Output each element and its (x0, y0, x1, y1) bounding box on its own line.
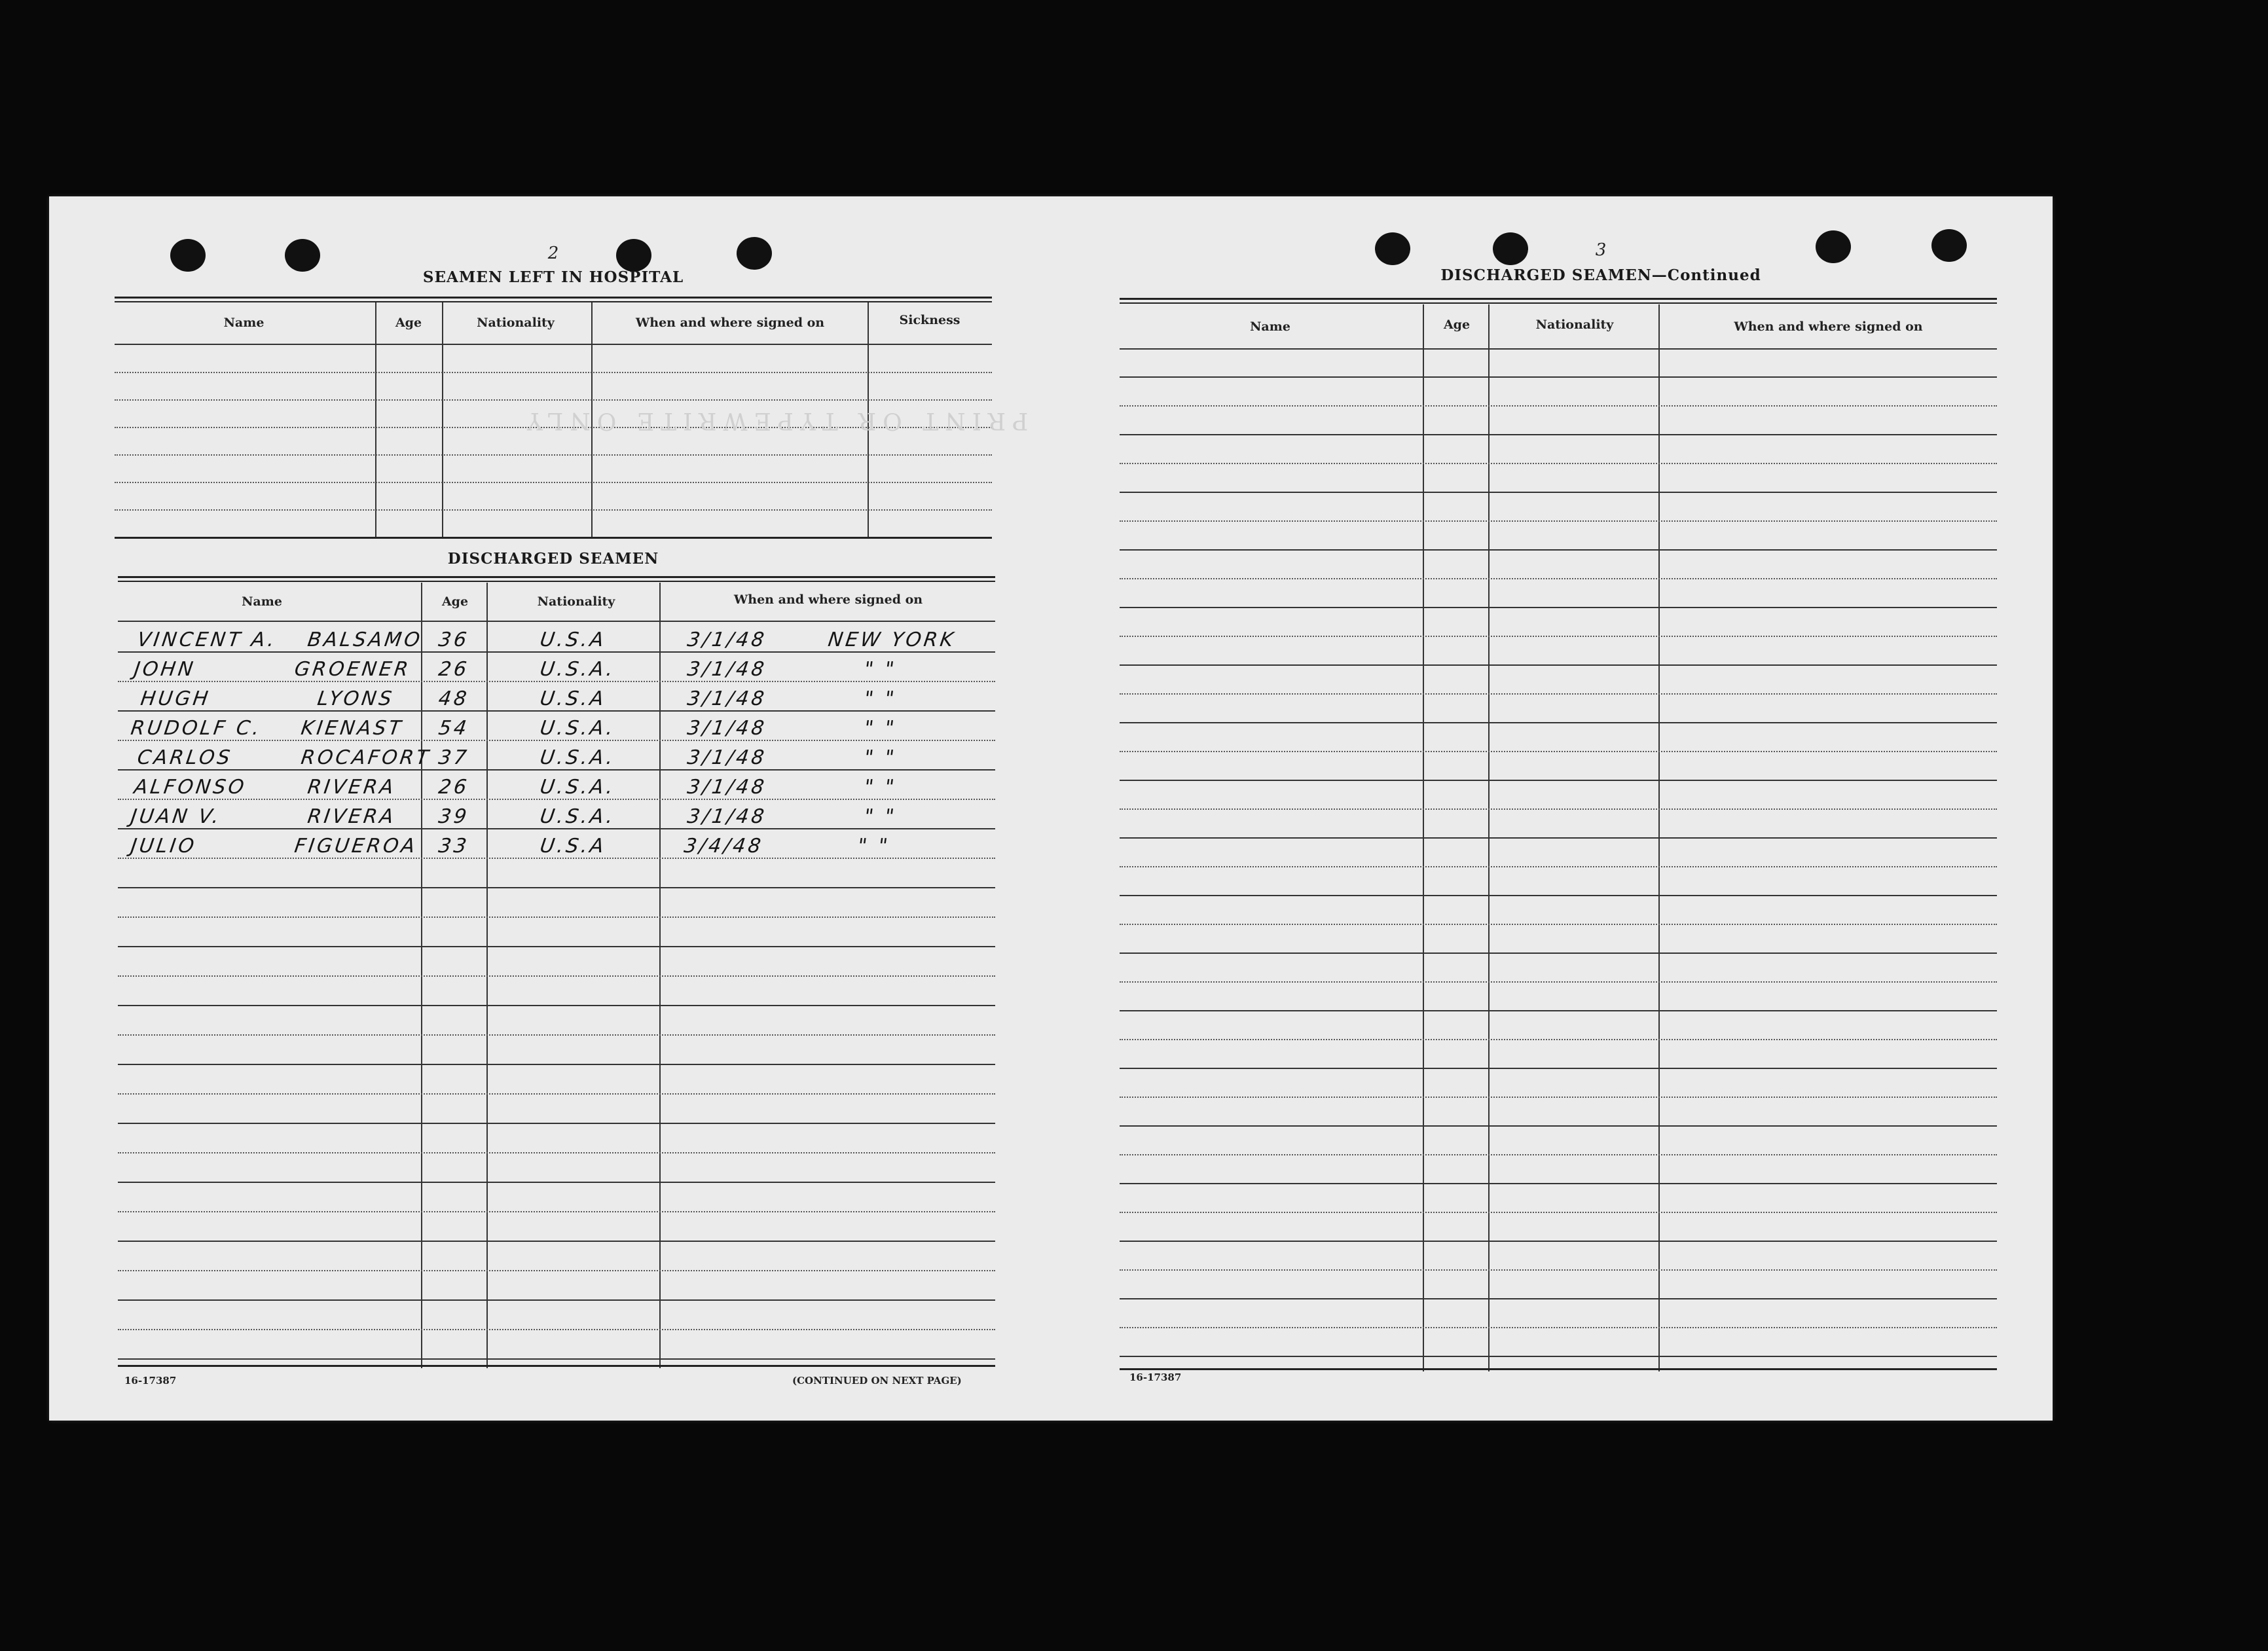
row-age: 37 (437, 746, 471, 769)
row-last-name: RIVERA (306, 776, 398, 799)
ruled-line (118, 1270, 995, 1271)
punch-hole (616, 239, 651, 272)
row-first-name: JULIO (129, 835, 198, 858)
row-nationality: U.S.A. (538, 658, 617, 681)
ruled-line (118, 1005, 995, 1006)
ruled-line (118, 887, 995, 888)
ruled-line (115, 454, 992, 456)
ruled-line (1120, 1241, 1997, 1242)
ruled-line (1120, 492, 1997, 493)
row-place: " " (862, 805, 898, 828)
row-age: 39 (437, 805, 471, 828)
row-age: 36 (437, 628, 471, 651)
punch-hole (1816, 230, 1851, 263)
row-last-name: KIENAST (299, 717, 405, 740)
ruled-line (1120, 780, 1997, 781)
table-top-rule (115, 297, 992, 299)
column-header-name: Name (1250, 319, 1290, 334)
ruled-line (115, 509, 992, 511)
punch-hole (1493, 232, 1528, 265)
row-first-name: JUAN V. (129, 805, 223, 828)
row-first-name: VINCENT A. (136, 628, 279, 651)
row-place: " " (862, 776, 898, 799)
row-place: " " (862, 717, 898, 740)
row-first-name: ALFONSO (132, 776, 248, 799)
row-last-name: RIVERA (306, 805, 398, 828)
row-age: 54 (437, 717, 471, 740)
ruled-line (118, 1358, 995, 1360)
ruled-line (1120, 463, 1997, 464)
ruled-line (118, 1123, 995, 1124)
column-header-age: Age (441, 594, 469, 609)
row-date: 3/1/48 (686, 628, 769, 651)
ruled-line (1120, 405, 1997, 407)
column-header-signed-on: When and where signed on (1734, 319, 1923, 334)
page-number: 2 (547, 244, 559, 263)
table-top-rule (1120, 302, 1997, 304)
ruled-line (118, 799, 995, 800)
ruled-line (1120, 376, 1997, 378)
ruled-line (118, 1211, 995, 1212)
discharged-section-title: DISCHARGED SEAMEN (447, 550, 659, 568)
row-last-name: BALSAMO (306, 628, 424, 651)
ruled-line (118, 681, 995, 682)
ruled-line (1120, 1068, 1997, 1069)
ruled-line (118, 1241, 995, 1242)
punch-hole (1375, 232, 1410, 265)
ruled-line (1120, 1327, 1997, 1328)
table-top-rule (1120, 298, 1997, 300)
ledger-sheet (49, 196, 2053, 1421)
ruled-line (1120, 952, 1997, 954)
ruled-line (1120, 549, 1997, 551)
row-date: 3/1/48 (686, 776, 769, 799)
row-date: 3/1/48 (686, 717, 769, 740)
column-header-signed-on: When and where signed on (733, 592, 923, 607)
ruled-line (1120, 1212, 1997, 1213)
row-nationality: U.S.A. (538, 746, 617, 769)
row-age: 26 (437, 776, 471, 799)
row-age: 26 (437, 658, 471, 681)
header-underline (115, 344, 992, 345)
ruled-line (1120, 1125, 1997, 1127)
column-header-name: Name (223, 316, 265, 330)
row-nationality: U.S.A. (538, 776, 617, 799)
row-place: NEW YORK (826, 628, 957, 651)
row-date: 3/1/48 (686, 687, 769, 710)
row-nationality: U.S.A (538, 835, 608, 858)
ruled-line (1120, 578, 1997, 579)
ruled-line (1120, 607, 1997, 608)
ruled-line (1120, 1039, 1997, 1040)
ruled-line (1120, 981, 1997, 983)
ruled-line (118, 1182, 995, 1183)
table-bottom-rule (1120, 1368, 1997, 1370)
ruled-line (1120, 1269, 1997, 1271)
continued-section-title: DISCHARGED SEAMEN—Continued (1440, 266, 1761, 284)
ruled-line (1120, 664, 1997, 666)
row-nationality: U.S.A. (538, 717, 617, 740)
form-number: 16-17387 (1129, 1371, 1182, 1383)
ruled-line (1120, 1356, 1997, 1357)
row-place: " " (862, 658, 898, 681)
table-bottom-rule (118, 1365, 995, 1367)
ruled-line (118, 651, 995, 653)
form-number: 16-17387 (124, 1375, 177, 1387)
ruled-line (1120, 1298, 1997, 1299)
column-divider (442, 302, 443, 538)
column-header-nationality: Nationality (537, 594, 615, 609)
ruled-line (118, 916, 995, 918)
continued-note: (CONTINUED ON NEXT PAGE) (792, 1375, 962, 1387)
hospital-section-title: SEAMEN LEFT IN HOSPITAL (422, 268, 684, 286)
column-header-age: Age (395, 316, 422, 330)
ruled-line (1120, 1183, 1997, 1184)
ruled-line (118, 1064, 995, 1065)
right-page (1051, 196, 2053, 1421)
ruled-line (1120, 693, 1997, 695)
column-header-name: Name (242, 594, 282, 609)
table-bottom-rule (115, 537, 992, 539)
ruled-line (118, 946, 995, 947)
ruled-line (1120, 722, 1997, 723)
watermark-text: PRINT OR TYPEWRITE ONLY (521, 407, 1029, 434)
ruled-line (115, 372, 992, 373)
row-last-name: ROCAFORT (299, 746, 433, 769)
row-date: 3/1/48 (686, 658, 769, 681)
row-nationality: U.S.A. (538, 805, 617, 828)
ruled-line (1120, 866, 1997, 867)
page-number: 3 (1595, 240, 1607, 260)
ruled-line (1120, 808, 1997, 810)
punch-hole (1931, 229, 1967, 262)
row-date: 3/4/48 (682, 835, 765, 858)
ruled-line (1120, 520, 1997, 522)
row-last-name: GROENER (293, 658, 412, 681)
row-first-name: JOHN (132, 658, 197, 681)
ruled-line (115, 482, 992, 483)
ruled-line (1120, 924, 1997, 925)
row-date: 3/1/48 (686, 805, 769, 828)
row-first-name: CARLOS (136, 746, 234, 769)
row-first-name: RUDOLF C. (129, 717, 263, 740)
column-divider (375, 302, 376, 538)
row-date: 3/1/48 (686, 746, 769, 769)
ruled-line (118, 710, 995, 712)
ruled-line (1120, 1097, 1997, 1098)
ruled-line (1120, 636, 1997, 637)
row-last-name: FIGUEROA (293, 835, 419, 858)
row-place: " " (862, 746, 898, 769)
ruled-line (118, 858, 995, 859)
punch-hole (737, 237, 772, 270)
punch-hole (285, 239, 320, 272)
ruled-line (118, 1329, 995, 1330)
row-first-name: HUGH (139, 687, 212, 710)
ruled-line (118, 1093, 995, 1095)
column-header-age: Age (1443, 318, 1471, 332)
column-header-nationality: Nationality (1535, 318, 1614, 332)
ruled-line (118, 1299, 995, 1301)
ruled-line (118, 975, 995, 977)
table-top-rule (118, 576, 995, 578)
header-underline (118, 621, 995, 622)
row-nationality: U.S.A (538, 628, 608, 651)
ruled-line (115, 399, 992, 401)
column-header-nationality: Nationality (477, 316, 555, 330)
ruled-line (118, 1152, 995, 1153)
ruled-line (118, 828, 995, 829)
left-page (49, 196, 1051, 1421)
ruled-line (1120, 1010, 1997, 1011)
ruled-line (1120, 837, 1997, 839)
ruled-line (1120, 1154, 1997, 1155)
row-age: 33 (437, 835, 471, 858)
row-age: 48 (437, 687, 471, 710)
column-header-signed-on: When and where signed on (635, 316, 825, 330)
row-last-name: LYONS (316, 687, 396, 710)
ruled-line (1120, 434, 1997, 435)
row-place: " " (862, 687, 898, 710)
ruled-line (1120, 751, 1997, 752)
table-top-rule (115, 301, 992, 302)
row-nationality: U.S.A (538, 687, 608, 710)
table-top-rule (118, 581, 995, 582)
ruled-line (1120, 895, 1997, 896)
row-place: " " (856, 835, 892, 858)
punch-hole (170, 239, 206, 272)
ruled-line (118, 1034, 995, 1036)
ruled-line (118, 740, 995, 741)
header-underline (1120, 348, 1997, 350)
column-header-sickness: Sickness (899, 313, 960, 327)
ruled-line (118, 769, 995, 771)
